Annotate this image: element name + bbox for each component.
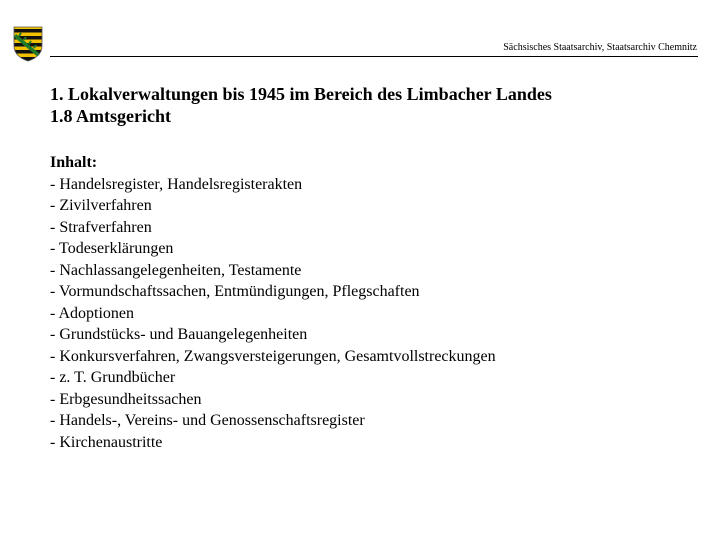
list-item: - Erbgesundheitssachen xyxy=(50,390,202,408)
list-item: - Handels-, Vereins- und Genossenschaftsregister xyxy=(50,412,365,429)
list-item: - Strafverfahren xyxy=(50,218,152,236)
list-item: - Todeserklärungen xyxy=(50,240,174,257)
list-item: - Zivilverfahren xyxy=(50,197,152,214)
saxony-coat-of-arms-icon xyxy=(13,26,43,62)
content-heading: Inhalt: xyxy=(50,154,98,171)
archive-label: Sächsisches Staatsarchiv, Staatsarchiv Chemnitz xyxy=(503,42,697,53)
list-item: - Kirchenaustritte xyxy=(50,433,163,451)
content-list xyxy=(50,152,496,453)
header-divider xyxy=(50,56,698,57)
title-line-2: 1.8 Amtsgericht xyxy=(50,106,171,126)
title-line-1: 1. Lokalverwaltungen bis 1945 im Bereich des Limbacher Landes xyxy=(50,84,552,104)
list-item: - Konkursverfahren, Zwangsversteigerungen, Gesamtvollstreckungen xyxy=(50,347,496,365)
document-title xyxy=(50,83,552,127)
list-item: - Adoptionen xyxy=(50,304,134,322)
list-item: - Vormundschaftssachen, Entmündigungen, Pflegschaften xyxy=(50,283,420,300)
list-item: - z. T. Grundbücher xyxy=(50,369,176,386)
list-item: - Handelsregister, Handelsregisterakten xyxy=(50,175,303,193)
list-item: - Nachlassangelegenheiten, Testamente xyxy=(50,261,302,279)
list-item: - Grundstücks- und Bauangelegenheiten xyxy=(50,326,308,343)
